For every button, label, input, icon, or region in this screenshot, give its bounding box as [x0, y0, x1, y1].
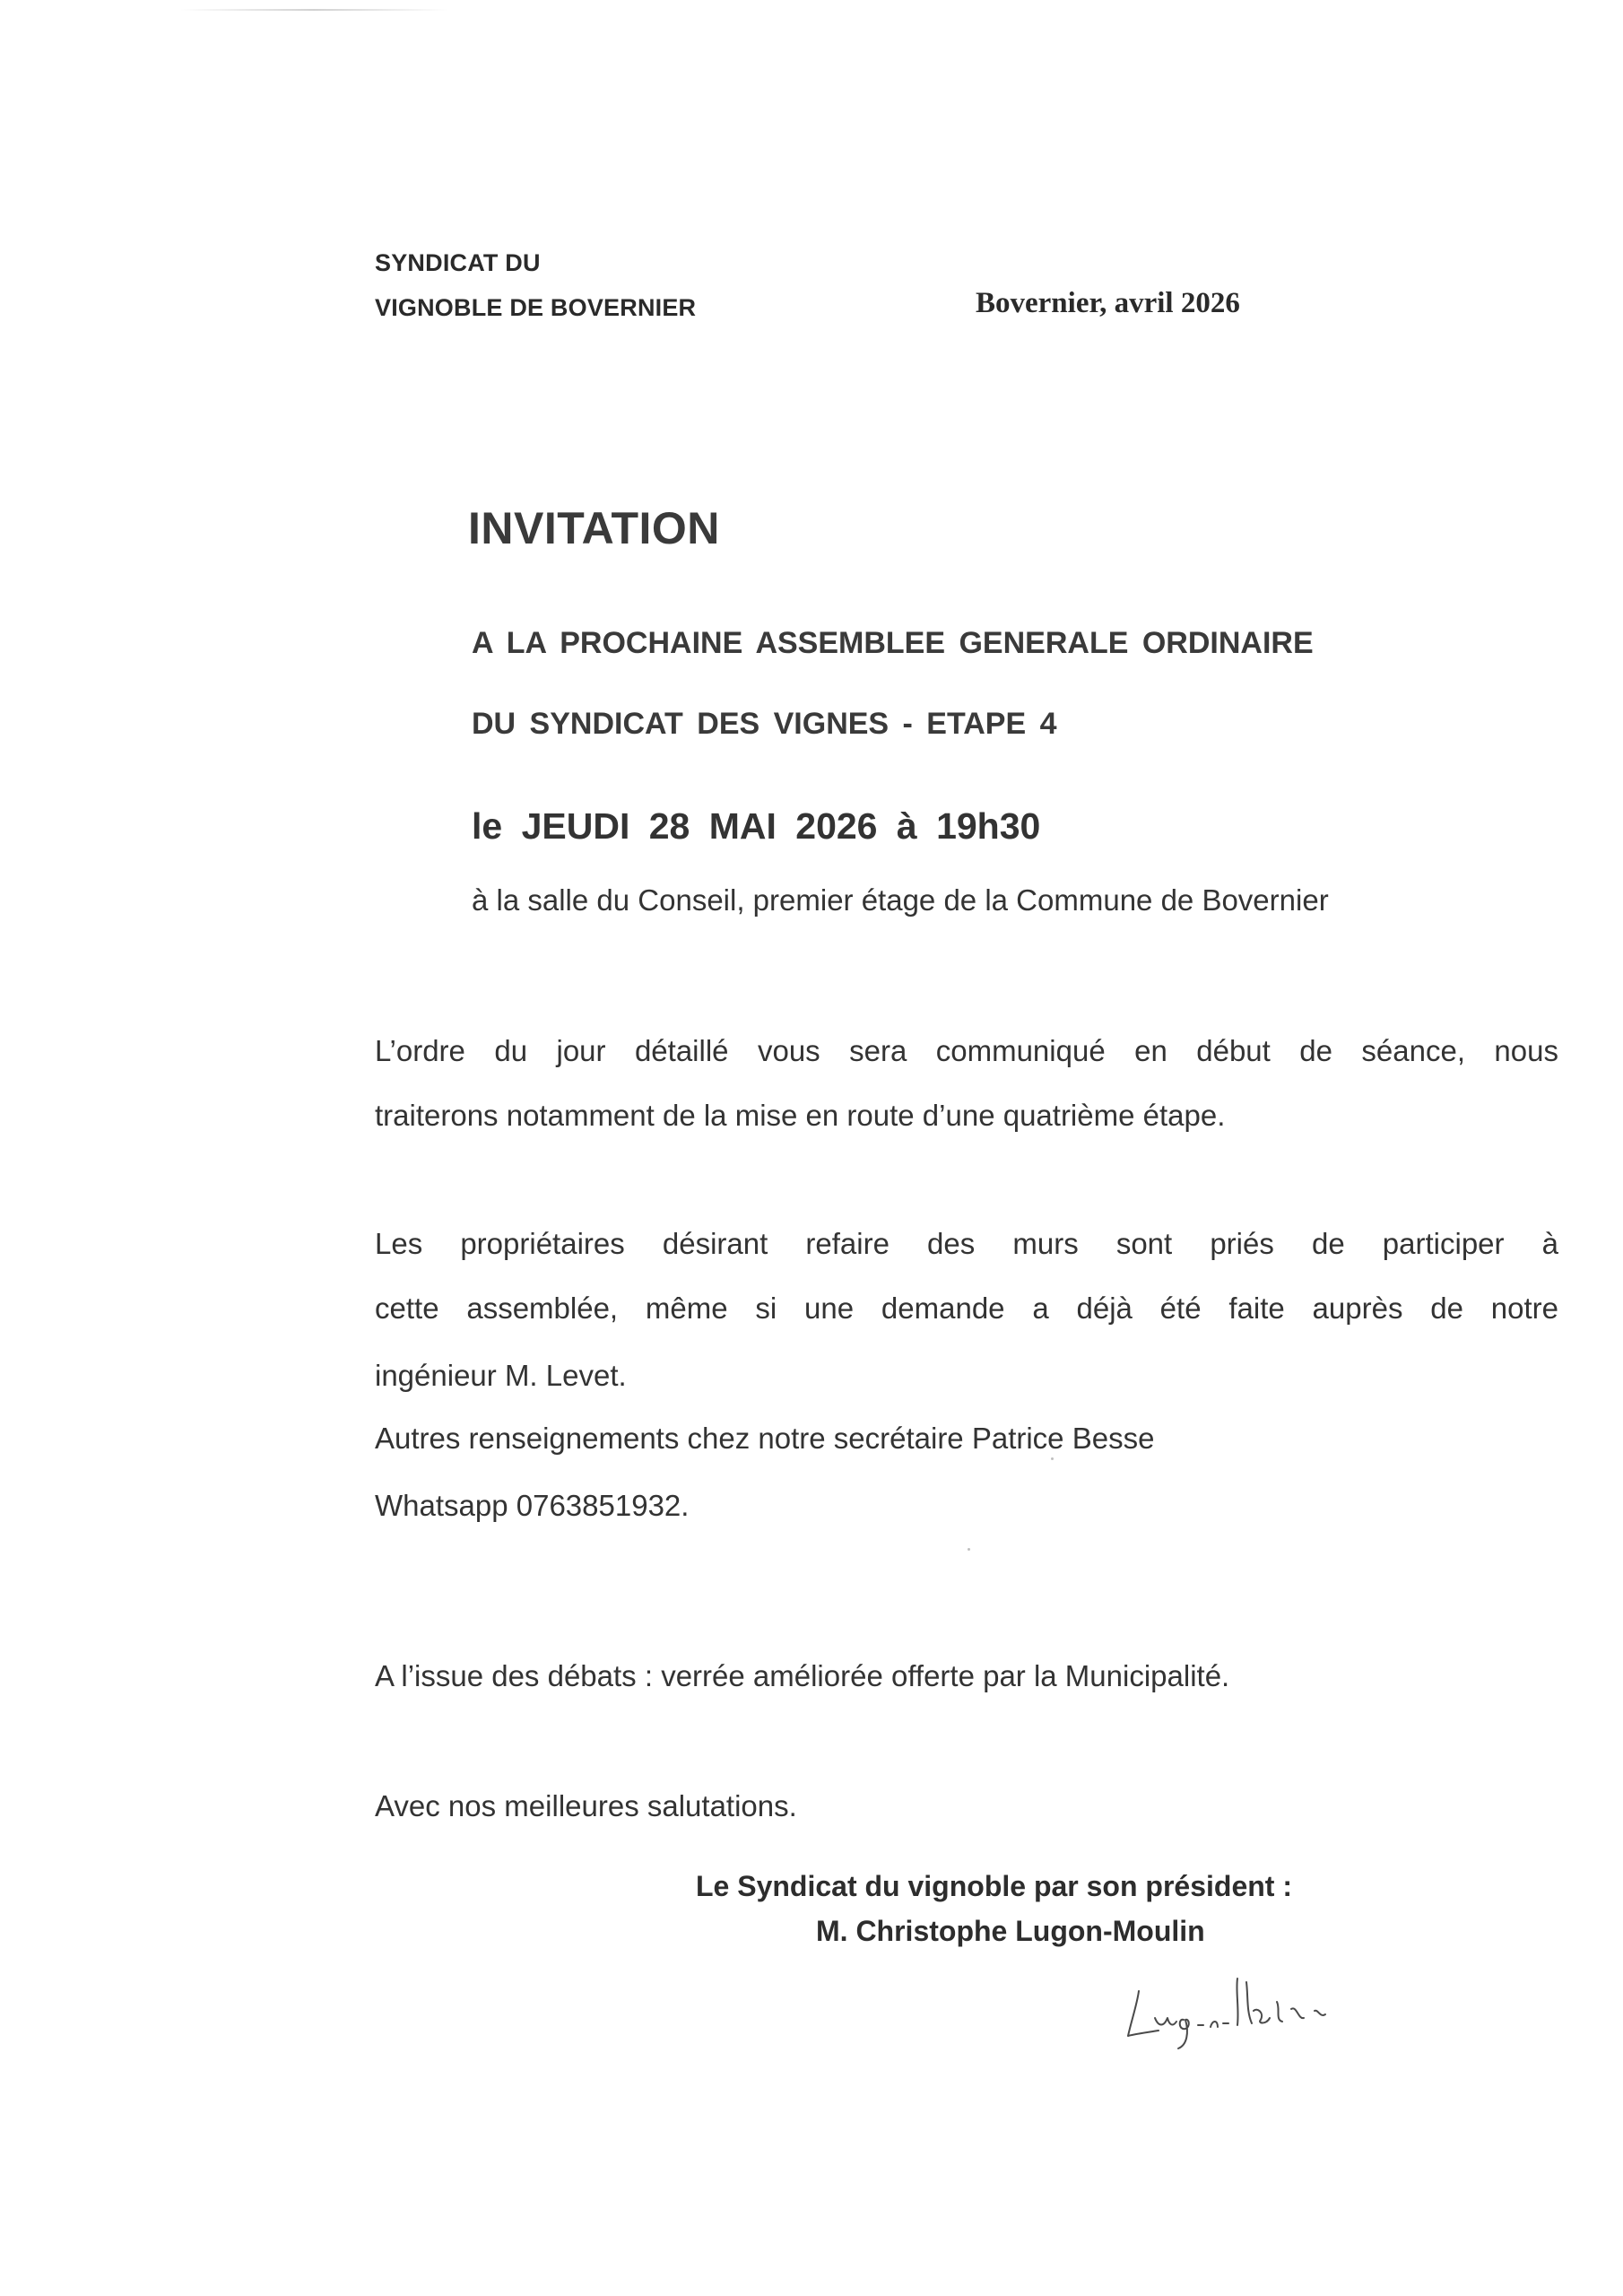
- meeting-date-time: le JEUDI 28 MAI 2026 à 19h30: [472, 805, 1041, 847]
- agenda-line-2: traiterons notamment de la mise en route d’une quatrième étape.: [375, 1099, 1226, 1132]
- agenda-line-1: L’ordre du jour détaillé vous sera communiqué en début de séance, nous: [375, 1034, 1558, 1067]
- owners-line-3: ingénieur M. Levet.: [375, 1359, 627, 1392]
- drinks-note: A l’issue des débats : verrée améliorée offerte par la Municipalité.: [375, 1659, 1230, 1692]
- owners-line-2: cette assemblée, même si une demande a déjà été faite auprès de notre: [375, 1292, 1558, 1325]
- info-line-2: Whatsapp 0763851932.: [375, 1489, 690, 1522]
- signature-name: M. Christophe Lugon-Moulin: [816, 1915, 1205, 1947]
- sender-line-2: VIGNOBLE DE BOVERNIER: [375, 294, 697, 321]
- salutation: Avec nos meilleures salutations.: [375, 1789, 797, 1822]
- scan-artifact: [179, 9, 448, 11]
- scan-speck: [1051, 1457, 1054, 1460]
- signature-title: Le Syndicat du vignoble par son président :: [696, 1870, 1292, 1902]
- invitation-title: INVITATION: [468, 503, 720, 553]
- handwritten-signature-icon: [1112, 1955, 1345, 2054]
- owners-line-1: Les propriétaires désirant refaire des murs sont priés de participer à: [375, 1227, 1558, 1260]
- subtitle-line-2: DU SYNDICAT DES VIGNES - ETAPE 4: [472, 707, 1057, 741]
- subtitle-line-1: A LA PROCHAINE ASSEMBLEE GENERALE ORDINAIRE: [472, 626, 1314, 660]
- sender-line-1: SYNDICAT DU: [375, 249, 541, 276]
- scan-speck: [968, 1548, 970, 1551]
- place-date: Bovernier, avril 2026: [976, 287, 1240, 319]
- meeting-location: à la salle du Conseil, premier étage de la Commune de Bovernier: [472, 883, 1329, 917]
- info-line-1: Autres renseignements chez notre secrétaire Patrice Besse: [375, 1422, 1155, 1455]
